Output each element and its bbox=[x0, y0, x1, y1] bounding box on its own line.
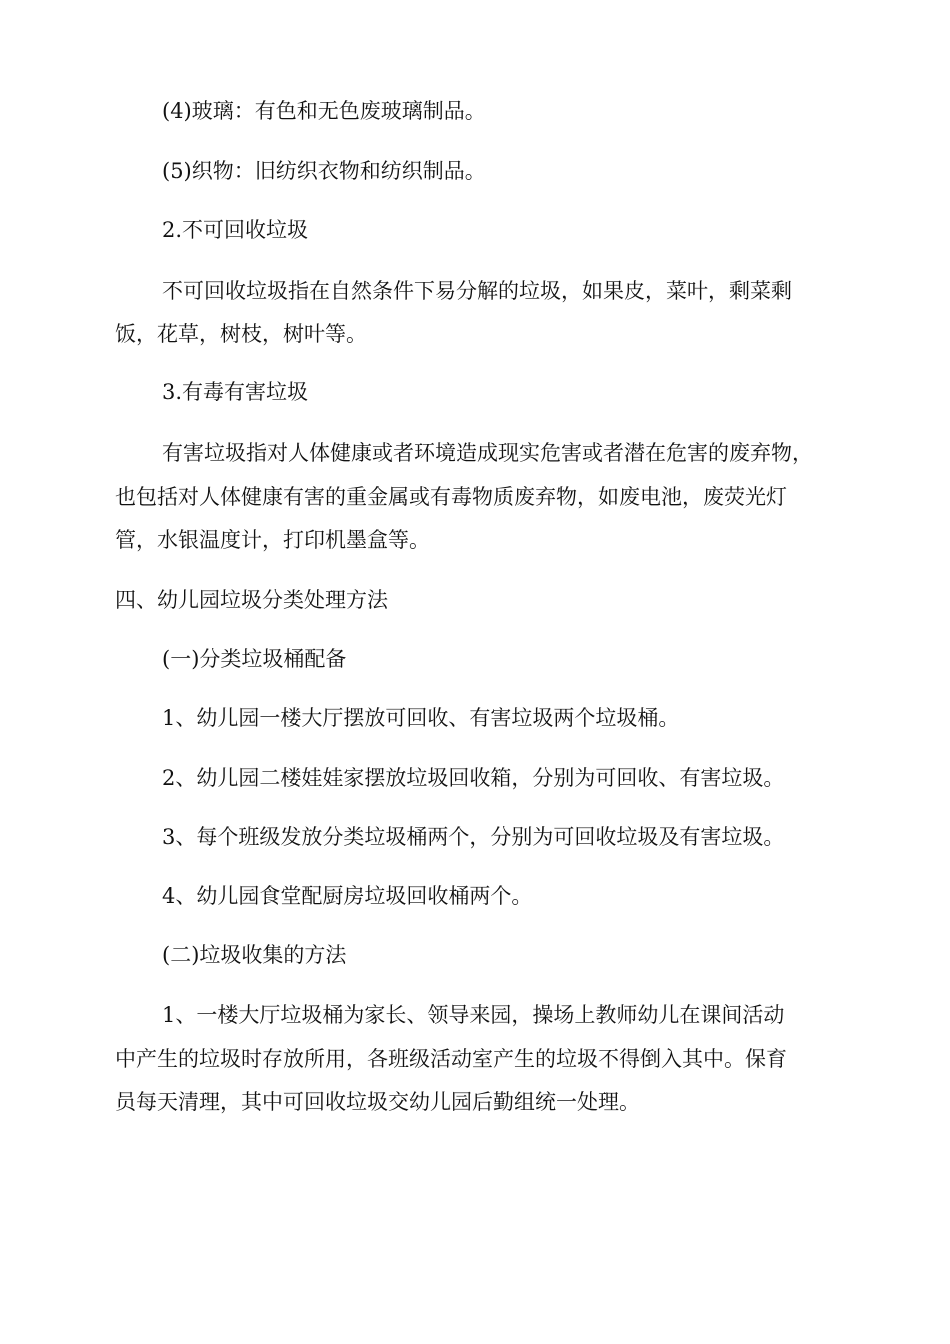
heading-hazardous: 3.有毒有害垃圾 bbox=[162, 380, 309, 404]
paragraph-hazardous-line-1: 有害垃圾指对人体健康或者环境造成现实危害或者潜在危害的废弃物， bbox=[162, 441, 813, 465]
bins-item-1: 1、幼儿园一楼大厅摆放可回收、有害垃圾两个垃圾桶。 bbox=[162, 706, 680, 730]
bins-item-3: 3、每个班级发放分类垃圾桶两个，分别为可回收垃圾及有害垃圾。 bbox=[162, 825, 785, 849]
collection-item-1-line-2: 中产生的垃圾时存放所用，各班级活动室产生的垃圾不得倒入其中。保育 bbox=[115, 1047, 787, 1071]
section-heading-4: 四、幼儿园垃圾分类处理方法 bbox=[115, 588, 388, 612]
collection-item-1-line-3: 员每天清理，其中可回收垃圾交幼儿园后勤组统一处理。 bbox=[115, 1090, 640, 1114]
paragraph-hazardous-line-3: 管，水银温度计，打印机墨盒等。 bbox=[115, 528, 430, 552]
subheading-bins: (一)分类垃圾桶配备 bbox=[162, 647, 347, 671]
paragraph-hazardous-line-2: 也包括对人体健康有害的重金属或有毒物质废弃物，如废电池，废荧光灯 bbox=[115, 485, 787, 509]
paragraph-non-recyclable-line-2: 饭，花草，树枝，树叶等。 bbox=[115, 322, 367, 346]
bins-item-4: 4、幼儿园食堂配厨房垃圾回收桶两个。 bbox=[162, 884, 533, 908]
bins-item-2: 2、幼儿园二楼娃娃家摆放垃圾回收箱，分别为可回收、有害垃圾。 bbox=[162, 766, 785, 790]
subheading-collection: (二)垃圾收集的方法 bbox=[162, 943, 347, 967]
collection-item-1-line-1: 1、一楼大厅垃圾桶为家长、领导来园，操场上教师幼儿在课间活动 bbox=[162, 1003, 785, 1027]
item-textiles: (5)织物：旧纺织衣物和纺织制品。 bbox=[162, 159, 486, 183]
heading-non-recyclable: 2.不可回收垃圾 bbox=[162, 218, 309, 242]
item-glass: (4)玻璃：有色和无色废玻璃制品。 bbox=[162, 99, 486, 123]
paragraph-non-recyclable-line-1: 不可回收垃圾指在自然条件下易分解的垃圾，如果皮，菜叶，剩菜剩 bbox=[162, 279, 792, 303]
